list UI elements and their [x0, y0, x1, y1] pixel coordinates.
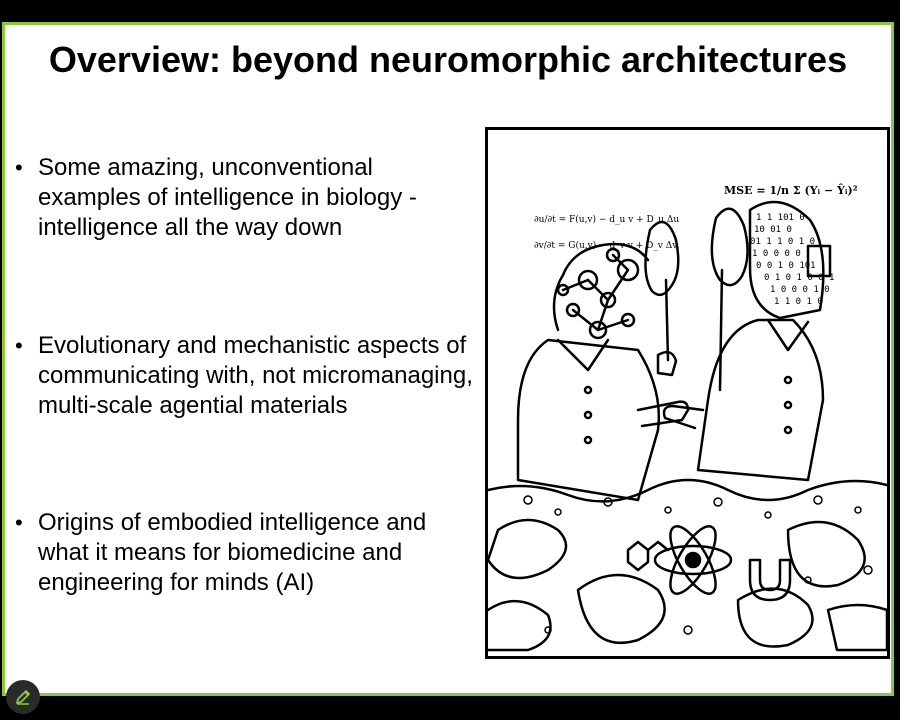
binary-text: 1 0 0 0 0: [752, 249, 801, 259]
bullet-text: Some amazing, unconventional examples of intelligence in biology - intelligence all the way down: [38, 154, 417, 241]
atom-icon: [655, 520, 731, 600]
cell-blob: [578, 575, 665, 643]
left-coat: [518, 340, 659, 500]
illustration-drawing: [488, 130, 887, 656]
binary-text: 01 1 1 0 1 0: [750, 237, 816, 247]
cell-blob: [788, 522, 865, 586]
right-mask: [712, 209, 748, 285]
illustration-two-scientists-with-masks: [485, 127, 890, 659]
binary-text: 1 1 0 1 0: [774, 297, 823, 307]
cell-blob: [738, 589, 813, 647]
binary-text: 1 1 101 0: [756, 213, 805, 223]
bullet-text: Origins of embodied intelligence and what it means for biomedicine and engineering for minds (AI): [38, 509, 427, 596]
binary-text: 10 01 0: [754, 225, 792, 235]
bullet-text: Evolutionary and mechanistic aspects of communicating with, not micromanaging, multi-scale agential materials: [38, 332, 473, 419]
left-head-neural-network: [554, 244, 648, 338]
edit-button[interactable]: [6, 680, 40, 714]
equation-text: ∂v/∂t = G(u,v) − d_v v + D_v Δv: [534, 241, 678, 251]
binary-text: 0 0 1 0 101: [756, 261, 816, 271]
magnet-icon: [750, 560, 790, 600]
equation-text: ∂u/∂t = F(u,v) − d_u v + D_u Δu: [534, 215, 680, 225]
cell-blob: [488, 520, 566, 578]
molecule-icon: [628, 542, 668, 570]
right-coat: [698, 320, 823, 480]
bullet-glyph: •: [15, 510, 23, 535]
ground-line: [488, 480, 887, 501]
left-mask: [645, 222, 678, 295]
binary-text: 1 0 0 0 1 0: [770, 285, 830, 295]
equation-text: MSE = 1/n Σ (Yᵢ − Ŷᵢ)²: [724, 184, 858, 197]
pencil-icon: [14, 688, 32, 706]
bullet-glyph: •: [15, 155, 23, 180]
slide-title: Overview: beyond neuromorphic architectures: [48, 39, 848, 80]
slide: [2, 22, 894, 696]
bullet-glyph: •: [15, 333, 23, 358]
binary-text: 0 1 0 1 0 0 1: [764, 273, 835, 283]
